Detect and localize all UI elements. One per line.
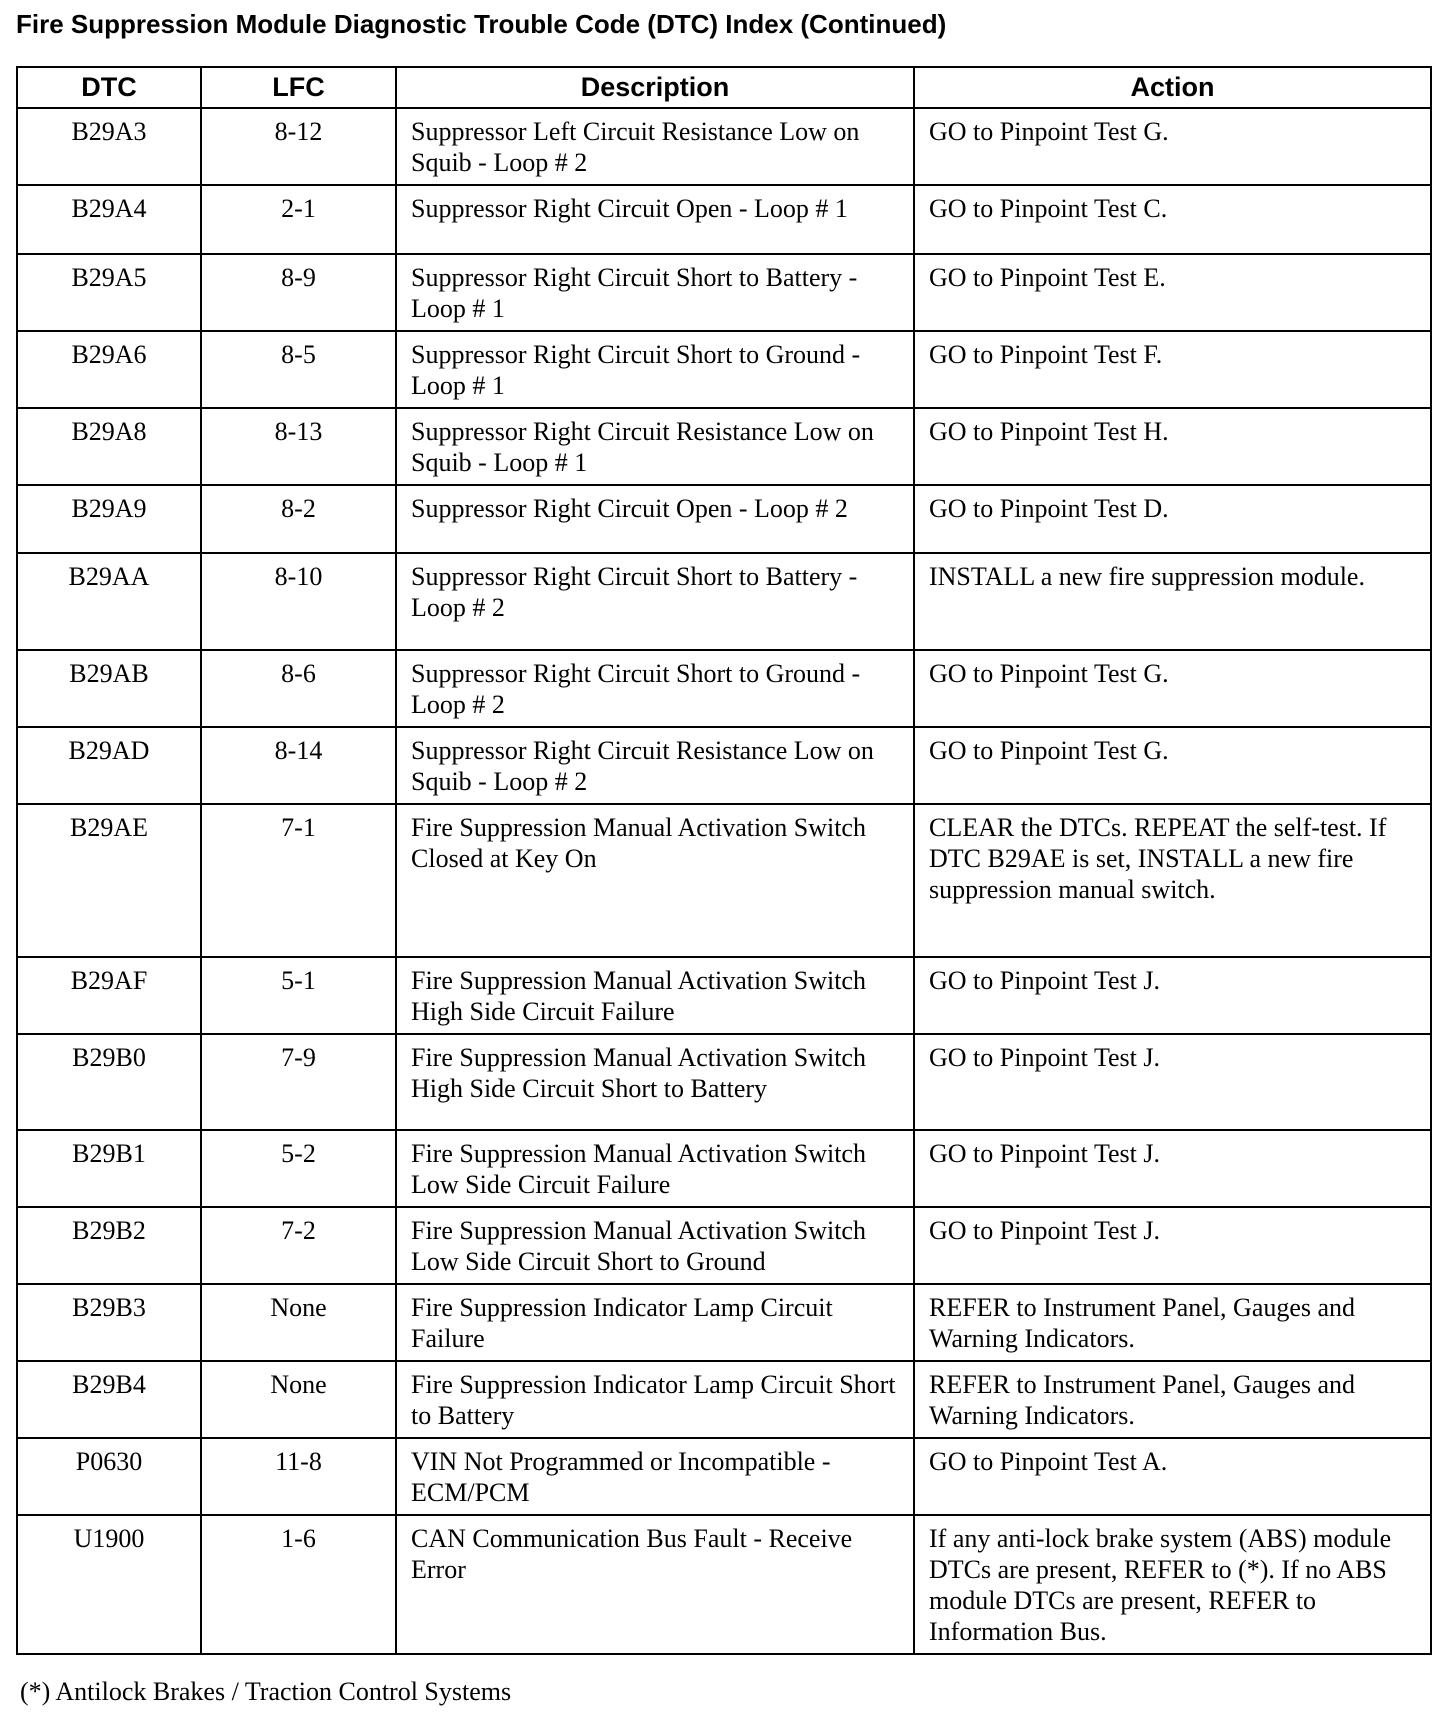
- lfc-cell: 8-12: [201, 108, 396, 185]
- lfc-cell: 7-9: [201, 1034, 396, 1130]
- description-cell: Fire Suppression Manual Activation Switch Low Side Circuit Failure: [396, 1130, 914, 1207]
- lfc-cell: 8-14: [201, 727, 396, 804]
- dtc-code-cell: B29A4: [17, 185, 201, 254]
- action-cell: GO to Pinpoint Test F.: [914, 331, 1431, 408]
- dtc-code-cell: B29B3: [17, 1284, 201, 1361]
- lfc-cell: 8-10: [201, 553, 396, 650]
- action-cell: GO to Pinpoint Test G.: [914, 727, 1431, 804]
- table-row: [17, 553, 1431, 650]
- description-cell: Fire Suppression Indicator Lamp Circuit Short to Battery: [396, 1361, 914, 1438]
- lfc-cell: 2-1: [201, 185, 396, 254]
- page-title: Fire Suppression Module Diagnostic Trouble Code (DTC) Index (Continued): [16, 9, 947, 39]
- action-cell: GO to Pinpoint Test D.: [914, 485, 1431, 553]
- dtc-code-cell: B29AB: [17, 650, 201, 727]
- column-header-dtc: DTC: [17, 67, 201, 108]
- action-cell: GO to Pinpoint Test G.: [914, 108, 1431, 185]
- dtc-code-cell: U1900: [17, 1515, 201, 1654]
- lfc-cell: 5-1: [201, 957, 396, 1034]
- dtc-code-cell: B29AE: [17, 804, 201, 957]
- action-cell: GO to Pinpoint Test J.: [914, 1207, 1431, 1284]
- action-cell: GO to Pinpoint Test J.: [914, 957, 1431, 1034]
- description-cell: Suppressor Right Circuit Open - Loop # 2: [396, 485, 914, 553]
- description-cell: Suppressor Right Circuit Short to Battery - Loop # 1: [396, 254, 914, 331]
- description-cell: Suppressor Right Circuit Short to Ground - Loop # 1: [396, 331, 914, 408]
- table-row: [17, 1284, 1431, 1361]
- action-cell: GO to Pinpoint Test A.: [914, 1438, 1431, 1515]
- action-cell: GO to Pinpoint Test C.: [914, 185, 1431, 254]
- action-cell: INSTALL a new fire suppression module.: [914, 553, 1431, 650]
- table-row: [17, 1438, 1431, 1515]
- table-row: [17, 1130, 1431, 1207]
- action-cell: If any anti-lock brake system (ABS) module DTCs are present, REFER to (*). If no ABS module DTCs are present, REFER to Information Bus.: [914, 1515, 1431, 1654]
- action-cell: GO to Pinpoint Test G.: [914, 650, 1431, 727]
- table-row: [17, 1034, 1431, 1130]
- dtc-code-cell: B29B1: [17, 1130, 201, 1207]
- dtc-code-cell: B29B0: [17, 1034, 201, 1130]
- dtc-code-cell: B29B4: [17, 1361, 201, 1438]
- lfc-cell: 1-6: [201, 1515, 396, 1654]
- dtc-code-cell: B29A9: [17, 485, 201, 553]
- table-row: [17, 804, 1431, 957]
- description-cell: Suppressor Right Circuit Open - Loop # 1: [396, 185, 914, 254]
- lfc-cell: 5-2: [201, 1130, 396, 1207]
- dtc-code-cell: B29A8: [17, 408, 201, 485]
- lfc-cell: 7-2: [201, 1207, 396, 1284]
- action-cell: REFER to Instrument Panel, Gauges and Warning Indicators.: [914, 1361, 1431, 1438]
- table-row: [17, 254, 1431, 331]
- dtc-code-cell: B29A5: [17, 254, 201, 331]
- table-row: [17, 485, 1431, 553]
- description-cell: Suppressor Right Circuit Resistance Low on Squib - Loop # 1: [396, 408, 914, 485]
- lfc-cell: 8-2: [201, 485, 396, 553]
- description-cell: Fire Suppression Indicator Lamp Circuit Failure: [396, 1284, 914, 1361]
- table-row: [17, 1361, 1431, 1438]
- table-row: [17, 650, 1431, 727]
- description-cell: Suppressor Right Circuit Short to Battery - Loop # 2: [396, 553, 914, 650]
- dtc-code-cell: B29AF: [17, 957, 201, 1034]
- table-row: [17, 331, 1431, 408]
- description-cell: CAN Communication Bus Fault - Receive Error: [396, 1515, 914, 1654]
- lfc-cell: 8-13: [201, 408, 396, 485]
- lfc-cell: None: [201, 1284, 396, 1361]
- dtc-code-cell: B29B2: [17, 1207, 201, 1284]
- description-cell: Suppressor Left Circuit Resistance Low on Squib - Loop # 2: [396, 108, 914, 185]
- action-cell: GO to Pinpoint Test H.: [914, 408, 1431, 485]
- dtc-code-cell: B29AD: [17, 727, 201, 804]
- column-header-lfc: LFC: [201, 67, 396, 108]
- description-cell: VIN Not Programmed or Incompatible - ECM/PCM: [396, 1438, 914, 1515]
- table-row: [17, 957, 1431, 1034]
- dtc-index-table: [16, 66, 1432, 1655]
- column-header-description: Description: [396, 67, 914, 108]
- lfc-cell: None: [201, 1361, 396, 1438]
- table-row: [17, 1207, 1431, 1284]
- description-cell: Fire Suppression Manual Activation Switch High Side Circuit Short to Battery: [396, 1034, 914, 1130]
- description-cell: Fire Suppression Manual Activation Switch Closed at Key On: [396, 804, 914, 957]
- action-cell: GO to Pinpoint Test J.: [914, 1034, 1431, 1130]
- description-cell: Fire Suppression Manual Activation Switch High Side Circuit Failure: [396, 957, 914, 1034]
- dtc-code-cell: B29A3: [17, 108, 201, 185]
- table-body: [17, 108, 1431, 1654]
- action-cell: REFER to Instrument Panel, Gauges and Warning Indicators.: [914, 1284, 1431, 1361]
- dtc-code-cell: P0630: [17, 1438, 201, 1515]
- dtc-code-cell: B29AA: [17, 553, 201, 650]
- footnote: (*) Antilock Brakes / Traction Control Systems: [20, 1677, 512, 1706]
- action-cell: GO to Pinpoint Test E.: [914, 254, 1431, 331]
- lfc-cell: 11-8: [201, 1438, 396, 1515]
- table-row: [17, 408, 1431, 485]
- table-row: [17, 1515, 1431, 1654]
- description-cell: Suppressor Right Circuit Resistance Low on Squib - Loop # 2: [396, 727, 914, 804]
- column-header-action: Action: [914, 67, 1431, 108]
- lfc-cell: 8-5: [201, 331, 396, 408]
- description-cell: Fire Suppression Manual Activation Switch Low Side Circuit Short to Ground: [396, 1207, 914, 1284]
- description-cell: Suppressor Right Circuit Short to Ground - Loop # 2: [396, 650, 914, 727]
- table-header-row: [17, 67, 1431, 108]
- table-row: [17, 185, 1431, 254]
- lfc-cell: 7-1: [201, 804, 396, 957]
- dtc-code-cell: B29A6: [17, 331, 201, 408]
- action-cell: GO to Pinpoint Test J.: [914, 1130, 1431, 1207]
- lfc-cell: 8-6: [201, 650, 396, 727]
- table-row: [17, 727, 1431, 804]
- lfc-cell: 8-9: [201, 254, 396, 331]
- action-cell: CLEAR the DTCs. REPEAT the self-test. If DTC B29AE is set, INSTALL a new fire suppression manual switch.: [914, 804, 1431, 957]
- table-row: [17, 108, 1431, 185]
